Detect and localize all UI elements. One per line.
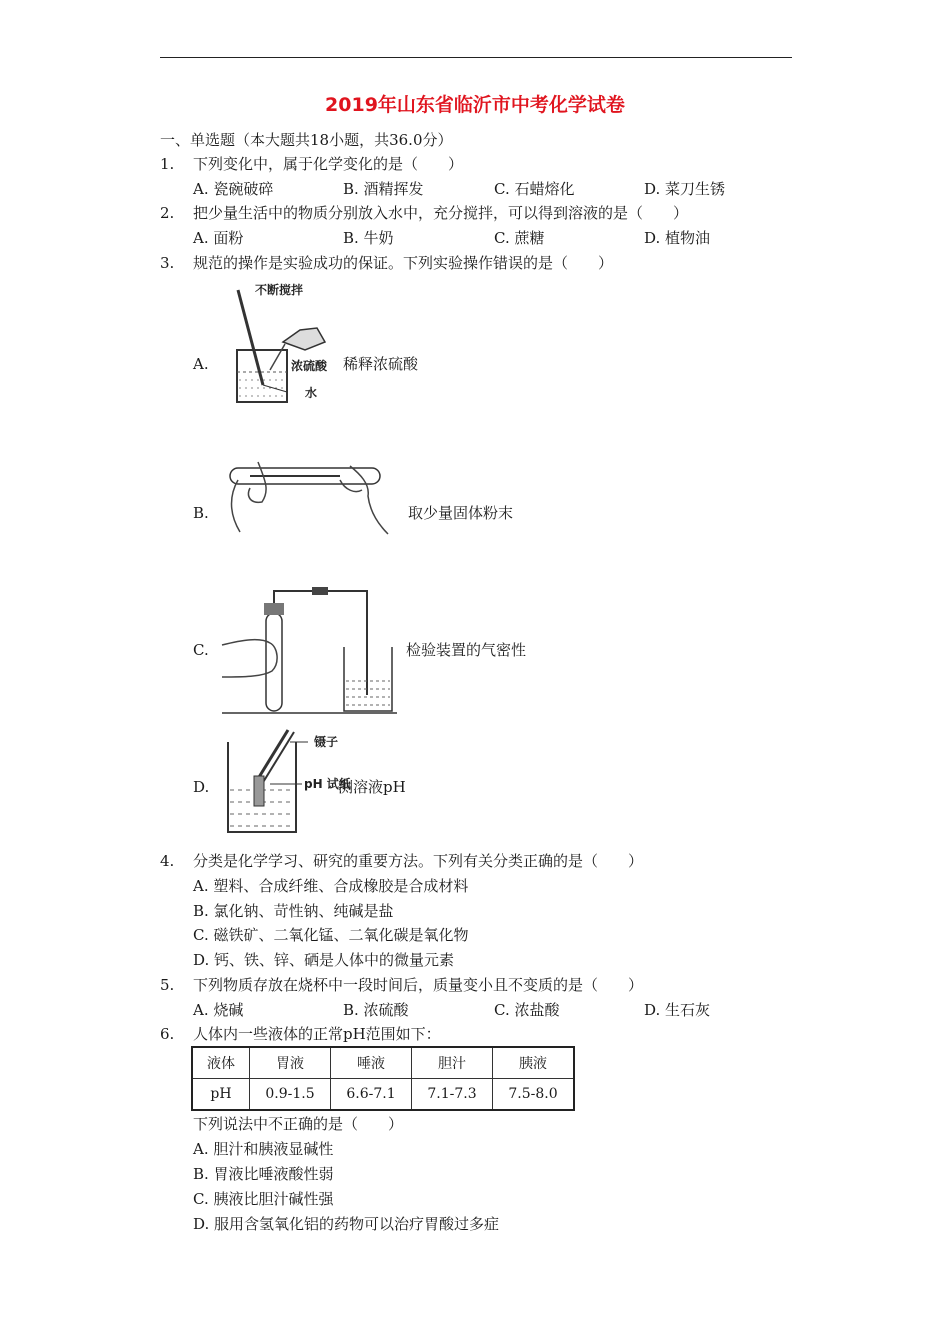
ph-table-header: 胰液: [493, 1047, 575, 1079]
section-heading: 一、单选题（本大题共18小题，共36.0分）: [160, 131, 453, 149]
header-rule: [160, 57, 792, 58]
q1-option-d: D. 菜刀生锈: [644, 180, 726, 198]
q5-option-b: B. 浓硫酸: [343, 1001, 409, 1019]
q4-option-b: B. 氯化钠、苛性钠、纯碱是盐: [193, 902, 394, 920]
ph-table-cell: 6.6-7.1: [331, 1079, 412, 1111]
q2-option-a: A. 面粉: [193, 229, 244, 247]
q6-ask: 下列说法中不正确的是（ ）: [193, 1115, 404, 1133]
q3-option-b-label: B.: [193, 504, 209, 522]
powder-figure: [220, 460, 400, 540]
ph-table-header-row: [192, 1047, 574, 1079]
q2-option-c: C. 蔗糖: [494, 229, 545, 247]
q1-option-b: B. 酒精挥发: [343, 180, 424, 198]
q2-option-d: D. 植物油: [644, 229, 711, 247]
q4-option-d: D. 钙、铁、锌、硒是人体中的微量元素: [193, 951, 455, 969]
q6-option-c: C. 胰液比胆汁碱性强: [193, 1190, 334, 1208]
q3-option-a-text: 稀释浓硫酸: [343, 355, 419, 373]
dilute-acid-figure: [225, 280, 345, 410]
q3-option-d-label: D.: [193, 778, 210, 796]
q3-option-c-label: C.: [193, 641, 209, 659]
q4-option-a: A. 塑料、合成纤维、合成橡胶是合成材料: [193, 877, 469, 895]
q5-option-a: A. 烧碱: [193, 1001, 244, 1019]
label-ph-paper: pH 试纸: [304, 777, 351, 791]
q5-number: 5.: [160, 976, 175, 994]
ph-table-row: [192, 1079, 574, 1111]
q5-option-d: D. 生石灰: [644, 1001, 711, 1019]
label-tweezers: 镊子: [314, 735, 339, 749]
ph-table-cell: pH: [192, 1079, 250, 1111]
q1-option-a: A. 瓷碗破碎: [193, 180, 274, 198]
q6-option-b: B. 胃液比唾液酸性弱: [193, 1165, 334, 1183]
q3-option-d-text: 测溶液pH: [338, 778, 406, 796]
label-stir: 不断搅拌: [255, 283, 304, 297]
airtight-figure: [222, 585, 402, 720]
ph-table-header: 胆汁: [412, 1047, 493, 1079]
q3-stem: 规范的操作是实验成功的保证。下列实验操作错误的是（ ）: [193, 254, 614, 272]
q1-option-c: C. 石蜡熔化: [494, 180, 575, 198]
q3-option-c-text: 检验装置的气密性: [406, 641, 527, 659]
q5-stem: 下列物质存放在烧杯中一段时间后，质量变小且不变质的是（ ）: [193, 976, 644, 994]
ph-table-cell: 0.9-1.5: [250, 1079, 331, 1111]
q3-option-b-text: 取少量固体粉末: [408, 504, 514, 522]
ph-table-cell: 7.1-7.3: [412, 1079, 493, 1111]
q2-option-b: B. 牛奶: [343, 229, 394, 247]
label-acid: 浓硫酸: [291, 359, 328, 373]
q1-number: 1.: [160, 155, 175, 173]
q6-option-d: D. 服用含氢氧化铝的药物可以治疗胃酸过多症: [193, 1215, 500, 1233]
q6-option-a: A. 胆汁和胰液显碱性: [193, 1140, 334, 1158]
q6-stem: 人体内一些液体的正常pH范围如下：: [193, 1025, 441, 1043]
ph-table-header: 唾液: [331, 1047, 412, 1079]
q2-number: 2.: [160, 204, 175, 222]
ph-table: [191, 1046, 575, 1111]
q6-number: 6.: [160, 1025, 175, 1043]
q5-option-c: C. 浓盐酸: [494, 1001, 560, 1019]
q4-stem: 分类是化学学习、研究的重要方法。下列有关分类正确的是（ ）: [193, 852, 644, 870]
ph-table-header: 液体: [192, 1047, 250, 1079]
q2-stem: 把少量生活中的物质分别放入水中，充分搅拌，可以得到溶液的是（ ）: [193, 204, 689, 222]
q3-option-a-label: A.: [193, 355, 209, 373]
q4-number: 4.: [160, 852, 175, 870]
label-water: 水: [305, 386, 318, 400]
q3-number: 3.: [160, 254, 175, 272]
ph-table-header: 胃液: [250, 1047, 331, 1079]
q4-option-c: C. 磁铁矿、二氧化锰、二氧化碳是氧化物: [193, 926, 469, 944]
ph-table-cell: 7.5-8.0: [493, 1079, 575, 1111]
q1-stem: 下列变化中，属于化学变化的是（ ）: [193, 155, 464, 173]
page-title: 2019年山东省临沂市中考化学试卷: [325, 94, 625, 116]
